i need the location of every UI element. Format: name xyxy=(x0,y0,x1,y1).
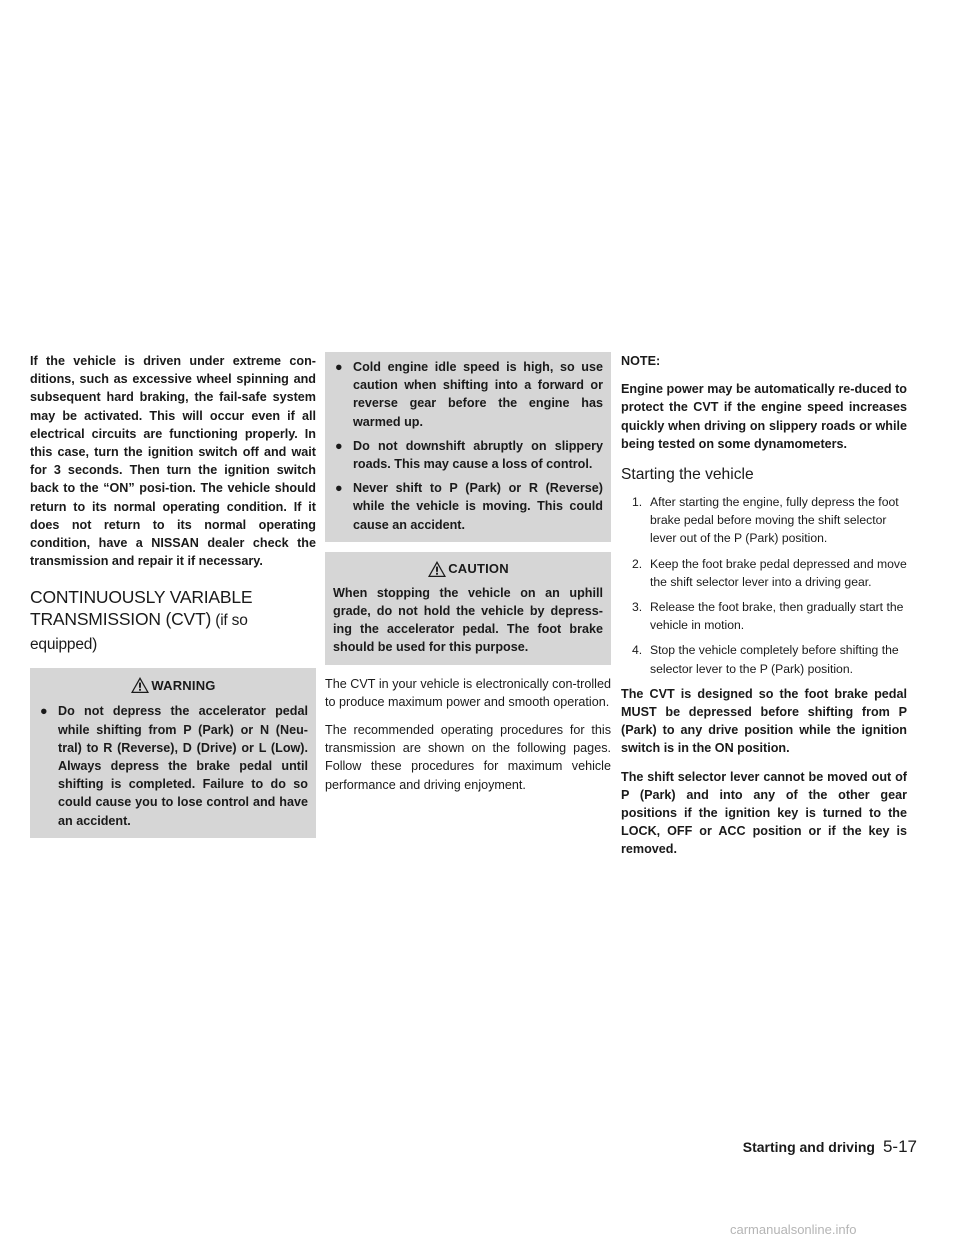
procedures-paragraph: The recommended operating procedures for this transmission are shown on the following pages. Follow these procedures for maximum vehicle performance and driving enjoyment. xyxy=(325,723,611,792)
warning-item xyxy=(333,358,603,431)
section-heading-cvt xyxy=(30,586,316,656)
step-number: 3. xyxy=(632,600,643,615)
warning-icon xyxy=(130,676,150,694)
step-number: 1. xyxy=(632,495,643,510)
step-text: After starting the engine, fully depress the foot brake pedal before moving the shift selector lever out of the P (Park) position. xyxy=(650,495,899,546)
footer-section-title: Starting and driving xyxy=(742,1139,875,1155)
note-text: Engine power may be automatically re-duced to protect the CVT if the engine speed increases quickly when driving on slippery roads or while being tested on some dynamometers. xyxy=(621,382,907,451)
caution-box xyxy=(325,552,611,665)
cvt-brake-paragraph: The CVT is designed so the foot brake pedal MUST be depressed before shifting from P (Park) to any drive position while the ignition switch is in the ON position. xyxy=(621,686,907,756)
step-text: Keep the foot brake pedal depressed and move the shift selector lever into a driving gear. xyxy=(650,556,907,589)
step-item xyxy=(621,493,907,548)
warning-item-text: Do not downshift abruptly on slippery roads. This may cause a loss of control. xyxy=(353,438,603,472)
warning-item xyxy=(333,479,603,534)
section-heading-suffix: (if so equipped) xyxy=(30,612,248,654)
step-item xyxy=(621,555,907,591)
column-left xyxy=(30,352,316,838)
intro-paragraph: If the vehicle is driven under extreme con-ditions, such as excessive wheel spinning and subsequent hard braking, the fail-safe system may be activated. This will occur even if all electrical circuits are functioning properly. In this case, turn the ignition switch off and wait for 3 seconds. Then turn the ignition switch back to the “ON” posi-tion. The vehicle should return to its normal operating condition. If it does not return to its normal operating condition, have a NISSAN dealer check the transmission and repair it if necessary. xyxy=(30,354,316,569)
step-number: 4. xyxy=(632,643,643,658)
bullet-icon: ● xyxy=(335,360,343,374)
page-number: 5-17 xyxy=(882,1137,917,1156)
step-number: 2. xyxy=(632,556,643,571)
warning-box-continued xyxy=(325,352,611,542)
step-item xyxy=(621,641,907,677)
caution-icon xyxy=(427,560,447,578)
column-right xyxy=(621,352,907,859)
step-text: Release the foot brake, then gradually start the vehicle in motion. xyxy=(650,600,904,633)
caution-text: When stopping the vehicle on an uphill grade, do not hold the vehicle by depress-ing the accelerator pedal. The foot brake should be used for this purpose. xyxy=(333,585,603,655)
step-item xyxy=(621,598,907,634)
warning-title-text: WARNING xyxy=(151,677,216,693)
column-middle xyxy=(325,352,611,794)
warning-item-text: Do not depress the accelerator pedal while shifting from P (Park) or N (Neu-tral) to R (Reverse), D (Drive) or L (Low). Always depress the brake pedal until shifting is completed. Failure to do so could cause you to lose control and have an accident. xyxy=(58,704,308,828)
warning-item xyxy=(333,437,603,473)
bullet-icon: ● xyxy=(40,704,48,719)
shift-lock-paragraph: The shift selector lever cannot be moved out of P (Park) and into any of the other gear positions if the ignition key is turned to the LOCK, OFF or ACC position or if the key is removed. xyxy=(621,769,907,857)
bullet-icon: ● xyxy=(335,438,343,453)
caution-title xyxy=(333,558,603,580)
cvt-description-paragraph: The CVT in your vehicle is electronically con-trolled to produce maximum power and smooth operation. xyxy=(325,676,611,709)
warning-title xyxy=(38,674,308,696)
page-footer xyxy=(743,1137,917,1157)
watermark: carmanualsonline.info xyxy=(730,1222,857,1237)
step-text: Stop the vehicle completely before shifting the selector lever to the P (Park) position. xyxy=(650,643,899,676)
warning-box xyxy=(30,668,316,837)
caution-title-text: CAUTION xyxy=(448,561,509,577)
section-heading-main: CONTINUOUSLY VARIABLE TRANSMISSION (CVT) xyxy=(30,587,253,630)
warning-item-text: Cold engine idle speed is high, so use caution when shifting into a forward or reverse gear before the engine has warmed up. xyxy=(353,360,603,429)
warning-item-text: Never shift to P (Park) or R (Reverse) while the vehicle is moving. This could cause an accident. xyxy=(353,481,603,532)
warning-item xyxy=(38,702,308,829)
subheading-starting-vehicle: Starting the vehicle xyxy=(621,466,754,484)
bullet-icon: ● xyxy=(335,481,343,496)
note-label: NOTE: xyxy=(621,354,661,368)
